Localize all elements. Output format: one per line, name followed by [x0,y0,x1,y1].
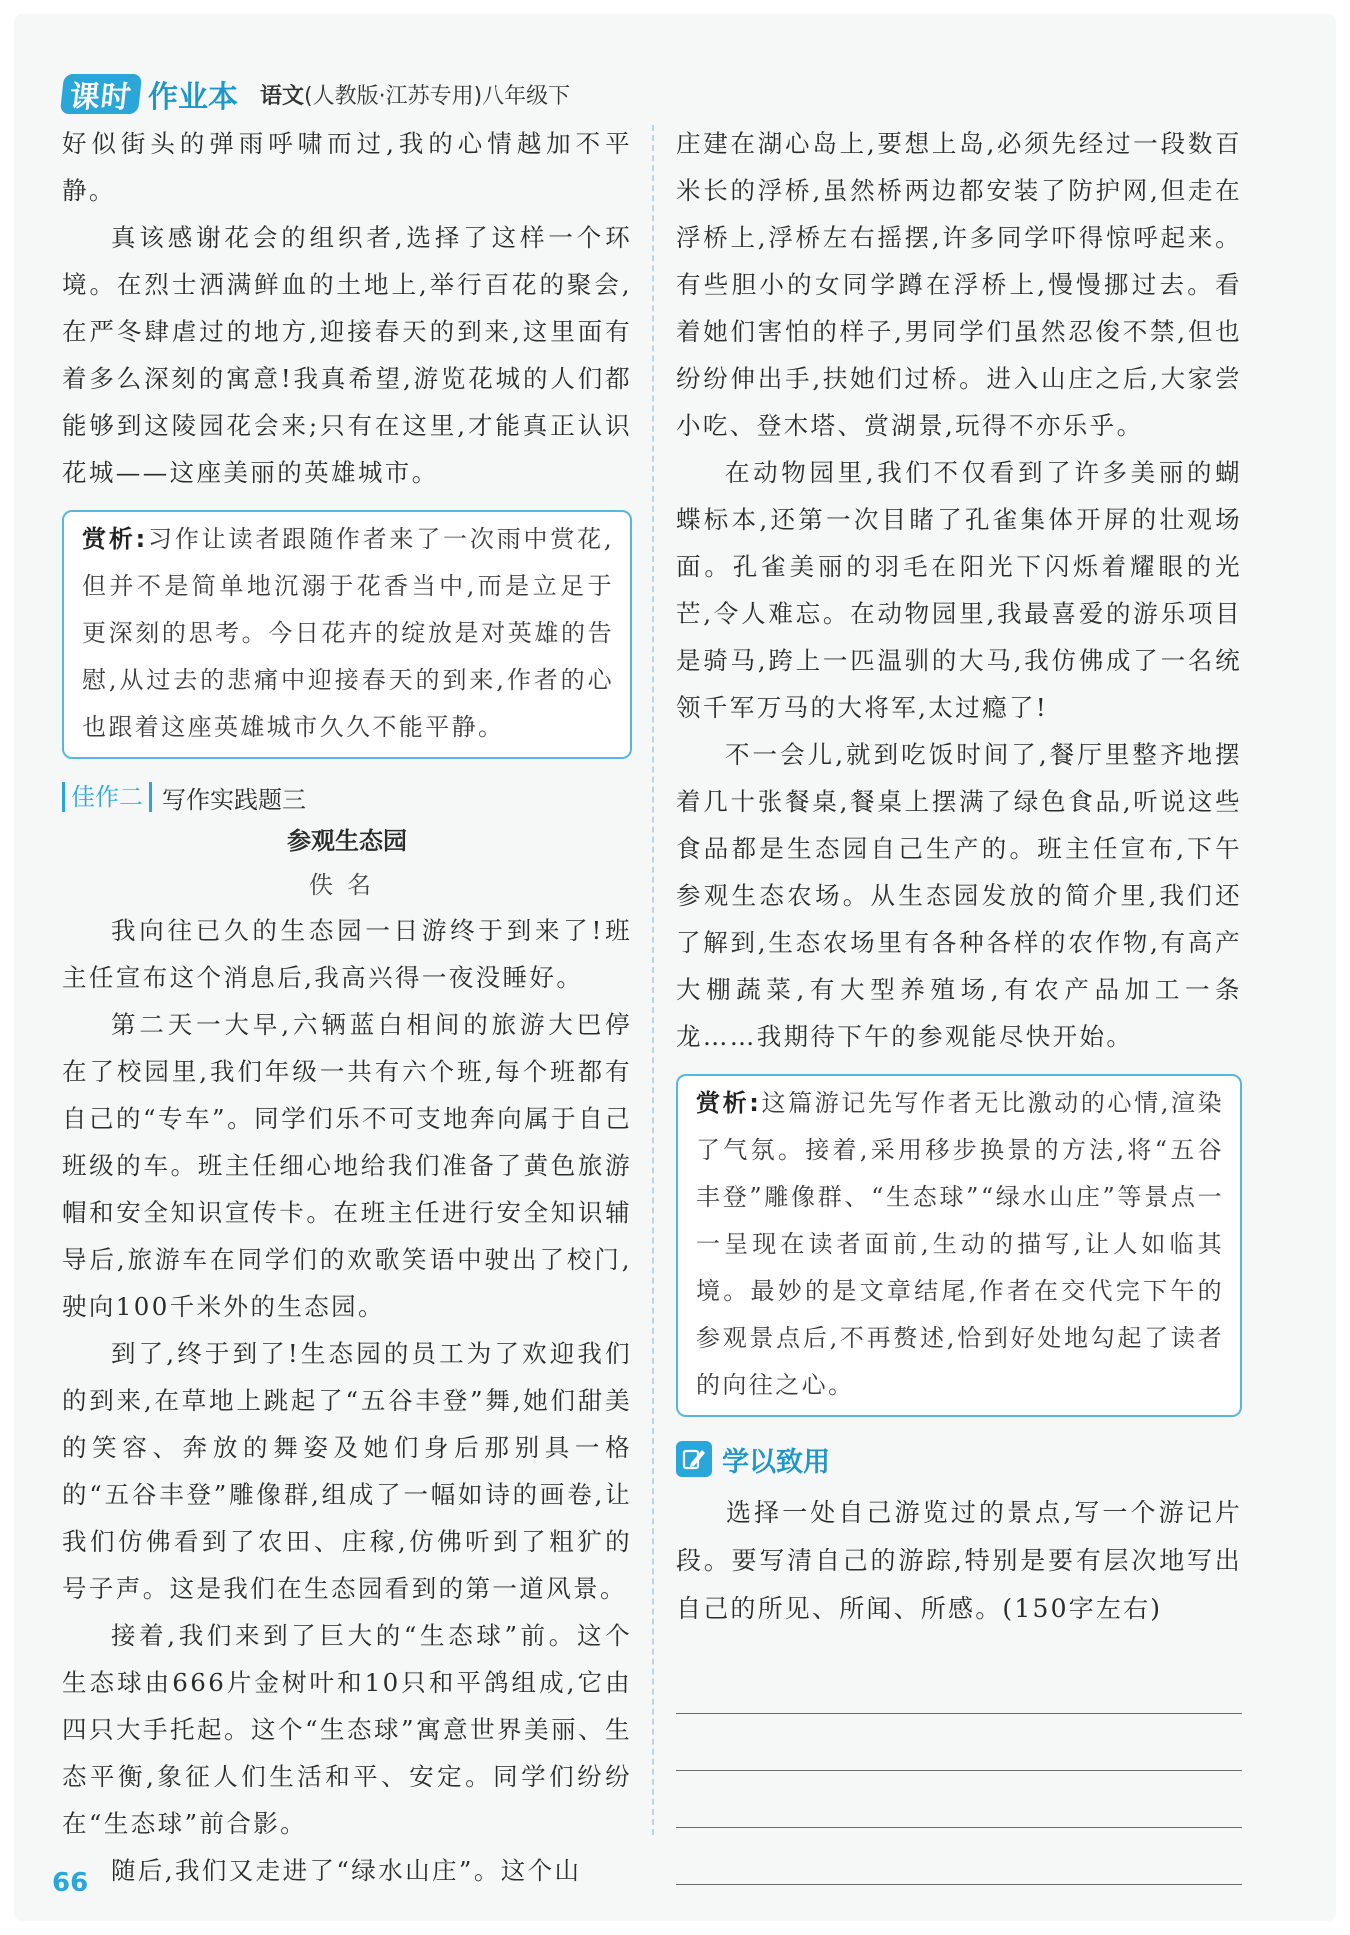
paragraph: 随后,我们又走进了“绿水山庄”。这个山 [111,1856,582,1885]
writing-line[interactable] [676,1657,1242,1714]
task-prompt: 选择一处自己游览过的景点,写一个游记片段。要写清自己的游踪,特别是要有层次地写出自己的所见、所闻、所感。(150字左右) [676,1498,1242,1623]
comment-body: 习作让读者跟随作者来了一次雨中赏花,但并不是简单地沉溺于花香当中,而是立足于更深刻的思考。今日花卉的绽放是对英雄的告慰,从过去的悲痛中迎接春天的到来,作者的心也跟着这座英雄城市久久不能平静。 [82,525,614,741]
page-number: 66 [52,1868,89,1898]
paragraph: 我向往已久的生态园一日游终于到来了!班主任宣布这个消息后,我高兴得一夜没睡好。 [62,916,632,992]
subject-detail: (人教版·江苏专用)八年级下 [304,83,571,109]
apply-heading [676,1437,1242,1481]
apply-title: 学以致用 [722,1446,830,1478]
writing-line[interactable] [676,1771,1242,1828]
comment-body: 这篇游记先写作者无比激动的心情,渲染了气氛。接着,采用移步换景的方法,将“五谷丰登”雕像群、“生态球”“绿水山庄”等景点一一呈现在读者面前,生动的描写,让人如临其境。最妙的是文章结尾,作者在交代完下午的参观景点后,不再赘述,恰到好处地勾起了读者的向往之心。 [696,1089,1224,1399]
left-column [62,120,632,1894]
paragraph: 好似街头的弹雨呼啸而过,我的心情越加不平静。 [62,129,632,205]
logo: 课时 [60,74,142,114]
comment-text [696,1080,1224,1409]
column-divider [652,125,654,1835]
writing-line[interactable] [676,1714,1242,1771]
paragraph: 到了,终于到了!生态园的员工为了欢迎我们的到来,在草地上跳起了“五谷丰登”舞,她们甜美的笑容、奔放的舞姿及她们身后那别具一格的“五谷丰登”雕像群,组成了一幅如诗的画卷,让我们仿佛看到了农田、庄稼,仿佛听到了粗犷的号子声。这是我们在生态园看到的第一道风景。 [62,1339,632,1603]
paragraph: 接着,我们来到了巨大的“生态球”前。这个生态球由666片金树叶和10只和平鸽组成,它由四只大手托起。这个“生态球”寓意世界美丽、生态平衡,象征人们生活和平、安定。同学们纷纷在“生态球”前合影。 [62,1621,632,1838]
section-heading [62,777,632,817]
writing-line[interactable] [676,1828,1242,1885]
essay-author: 佚名 [309,871,385,899]
section-title: 写作实践题三 [162,785,306,814]
pen-icon [676,1441,712,1477]
paragraph: 在动物园里,我们不仅看到了许多美丽的蝴蝶标本,还第一次目睹了孔雀集体开屏的壮观场面。孔雀美丽的羽毛在阳光下闪烁着耀眼的光芒,令人难忘。在动物园里,我最喜爱的游乐项目是骑马,跨上一匹温驯的大马,我仿佛成了一名统领千军万马的大将军,太过瘾了! [676,458,1242,722]
subject-label [260,79,570,110]
right-column [676,120,1242,1885]
paragraph: 真该感谢花会的组织者,选择了这样一个环境。在烈士洒满鲜血的土地上,举行百花的聚会,在严冬肆虐过的地方,迎接春天的到来,这里面有着多么深刻的寓意!我真希望,游览花城的人们都能够到这陵园花会来;只有在这里,才能真正认识花城——这座美丽的英雄城市。 [62,223,632,487]
comment-box [62,510,632,759]
writing-area[interactable] [676,1657,1242,1885]
comment-box [676,1074,1242,1417]
essay-title: 参观生态园 [287,827,407,855]
paragraph: 第二天一大早,六辆蓝白相间的旅游大巴停在了校园里,我们年级一共有六个班,每个班都有自己的“专车”。同学们乐不可支地奔向属于自己班级的车。班主任细心地给我们准备了黄色旅游帽和安全知识宣传卡。在班主任进行安全知识辅导后,旅游车在同学们的欢歌笑语中驶出了校门,驶向100千米外的生态园。 [62,1010,632,1321]
comment-tag: 赏析: [696,1089,762,1117]
book-title: 作业本 [148,80,238,115]
paragraph: 庄建在湖心岛上,要想上岛,必须先经过一段数百米长的浮桥,虽然桥两边都安装了防护网,但走在浮桥上,浮桥左右摇摆,许多同学吓得惊呼起来。有些胆小的女同学蹲在浮桥上,慢慢挪过去。看着她们害怕的样子,男同学们虽然忍俊不禁,但也纷纷伸出手,扶她们过桥。进入山庄之后,大家尝小吃、登木塔、赏湖景,玩得不亦乐乎。 [676,129,1242,440]
paragraph: 不一会儿,就到吃饭时间了,餐厅里整齐地摆着几十张餐桌,餐桌上摆满了绿色食品,听说这些食品都是生态园自己生产的。班主任宣布,下午参观生态农场。从生态园发放的简介里,我们还了解到,生态农场里有各种各样的农作物,有高产大棚蔬菜,有大型养殖场,有农产品加工一条龙……我期待下午的参观能尽快开始。 [676,740,1242,1051]
comment-tag: 赏析: [82,525,148,553]
comment-text [82,516,614,751]
page-header [62,72,570,116]
section-tag: 佳作二 [62,782,152,812]
subject-main: 语文 [260,83,305,109]
